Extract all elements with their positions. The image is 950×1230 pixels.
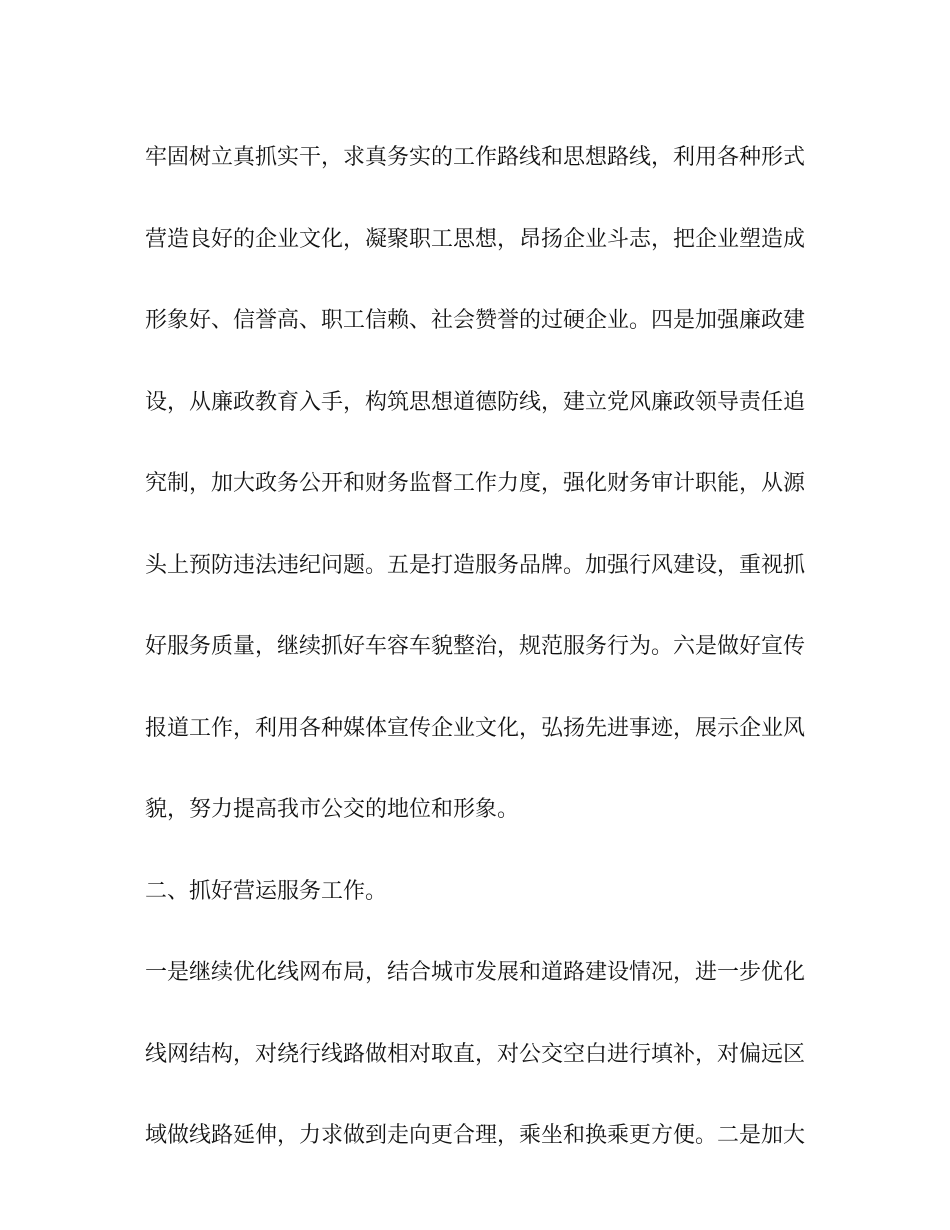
text-line: 头上预防违法违纪问题。五是打造服务品牌。加强行风建设，重视抓 [145,552,805,578]
text-line: 报道工作，利用各种媒体宣传企业文化，弘扬先进事迹，展示企业风 [145,715,805,741]
text-line: 设，从廉政教育入手，构筑思想道德防线，建立党风廉政领导责任追 [145,389,805,415]
section-heading: 二、抓好营运服务工作。 [145,878,388,904]
text-line: 域做线路延伸，力求做到走向更合理，乘坐和换乘更方便。二是加大 [145,1123,805,1148]
text-line: 营造良好的企业文化，凝聚职工思想，昂扬企业斗志，把企业塑造成 [145,226,805,252]
text-line: 牢固树立真抓实干，求真务实的工作路线和思想路线，利用各种形式 [145,145,805,170]
paragraph-end-line: 貌，努力提高我市公交的地位和形象。 [145,797,520,822]
body-text [145,140,805,1200]
text-line: 究制，加大政务公开和财务监督工作力度，强化财务审计职能，从源 [145,471,805,496]
text-line: 形象好、信誉高、职工信赖、社会赞誉的过硬企业。四是加强廉政建 [145,308,805,333]
text-line: 线网结构，对绕行线路做相对取直，对公交空白进行填补，对偏远区 [145,1041,805,1067]
text-line: 好服务质量，继续抓好车容车貌整治，规范服务行为。六是做好宣传 [145,634,805,659]
text-line: 一是继续优化线网布局，结合城市发展和道路建设情况，进一步优化 [145,960,805,985]
